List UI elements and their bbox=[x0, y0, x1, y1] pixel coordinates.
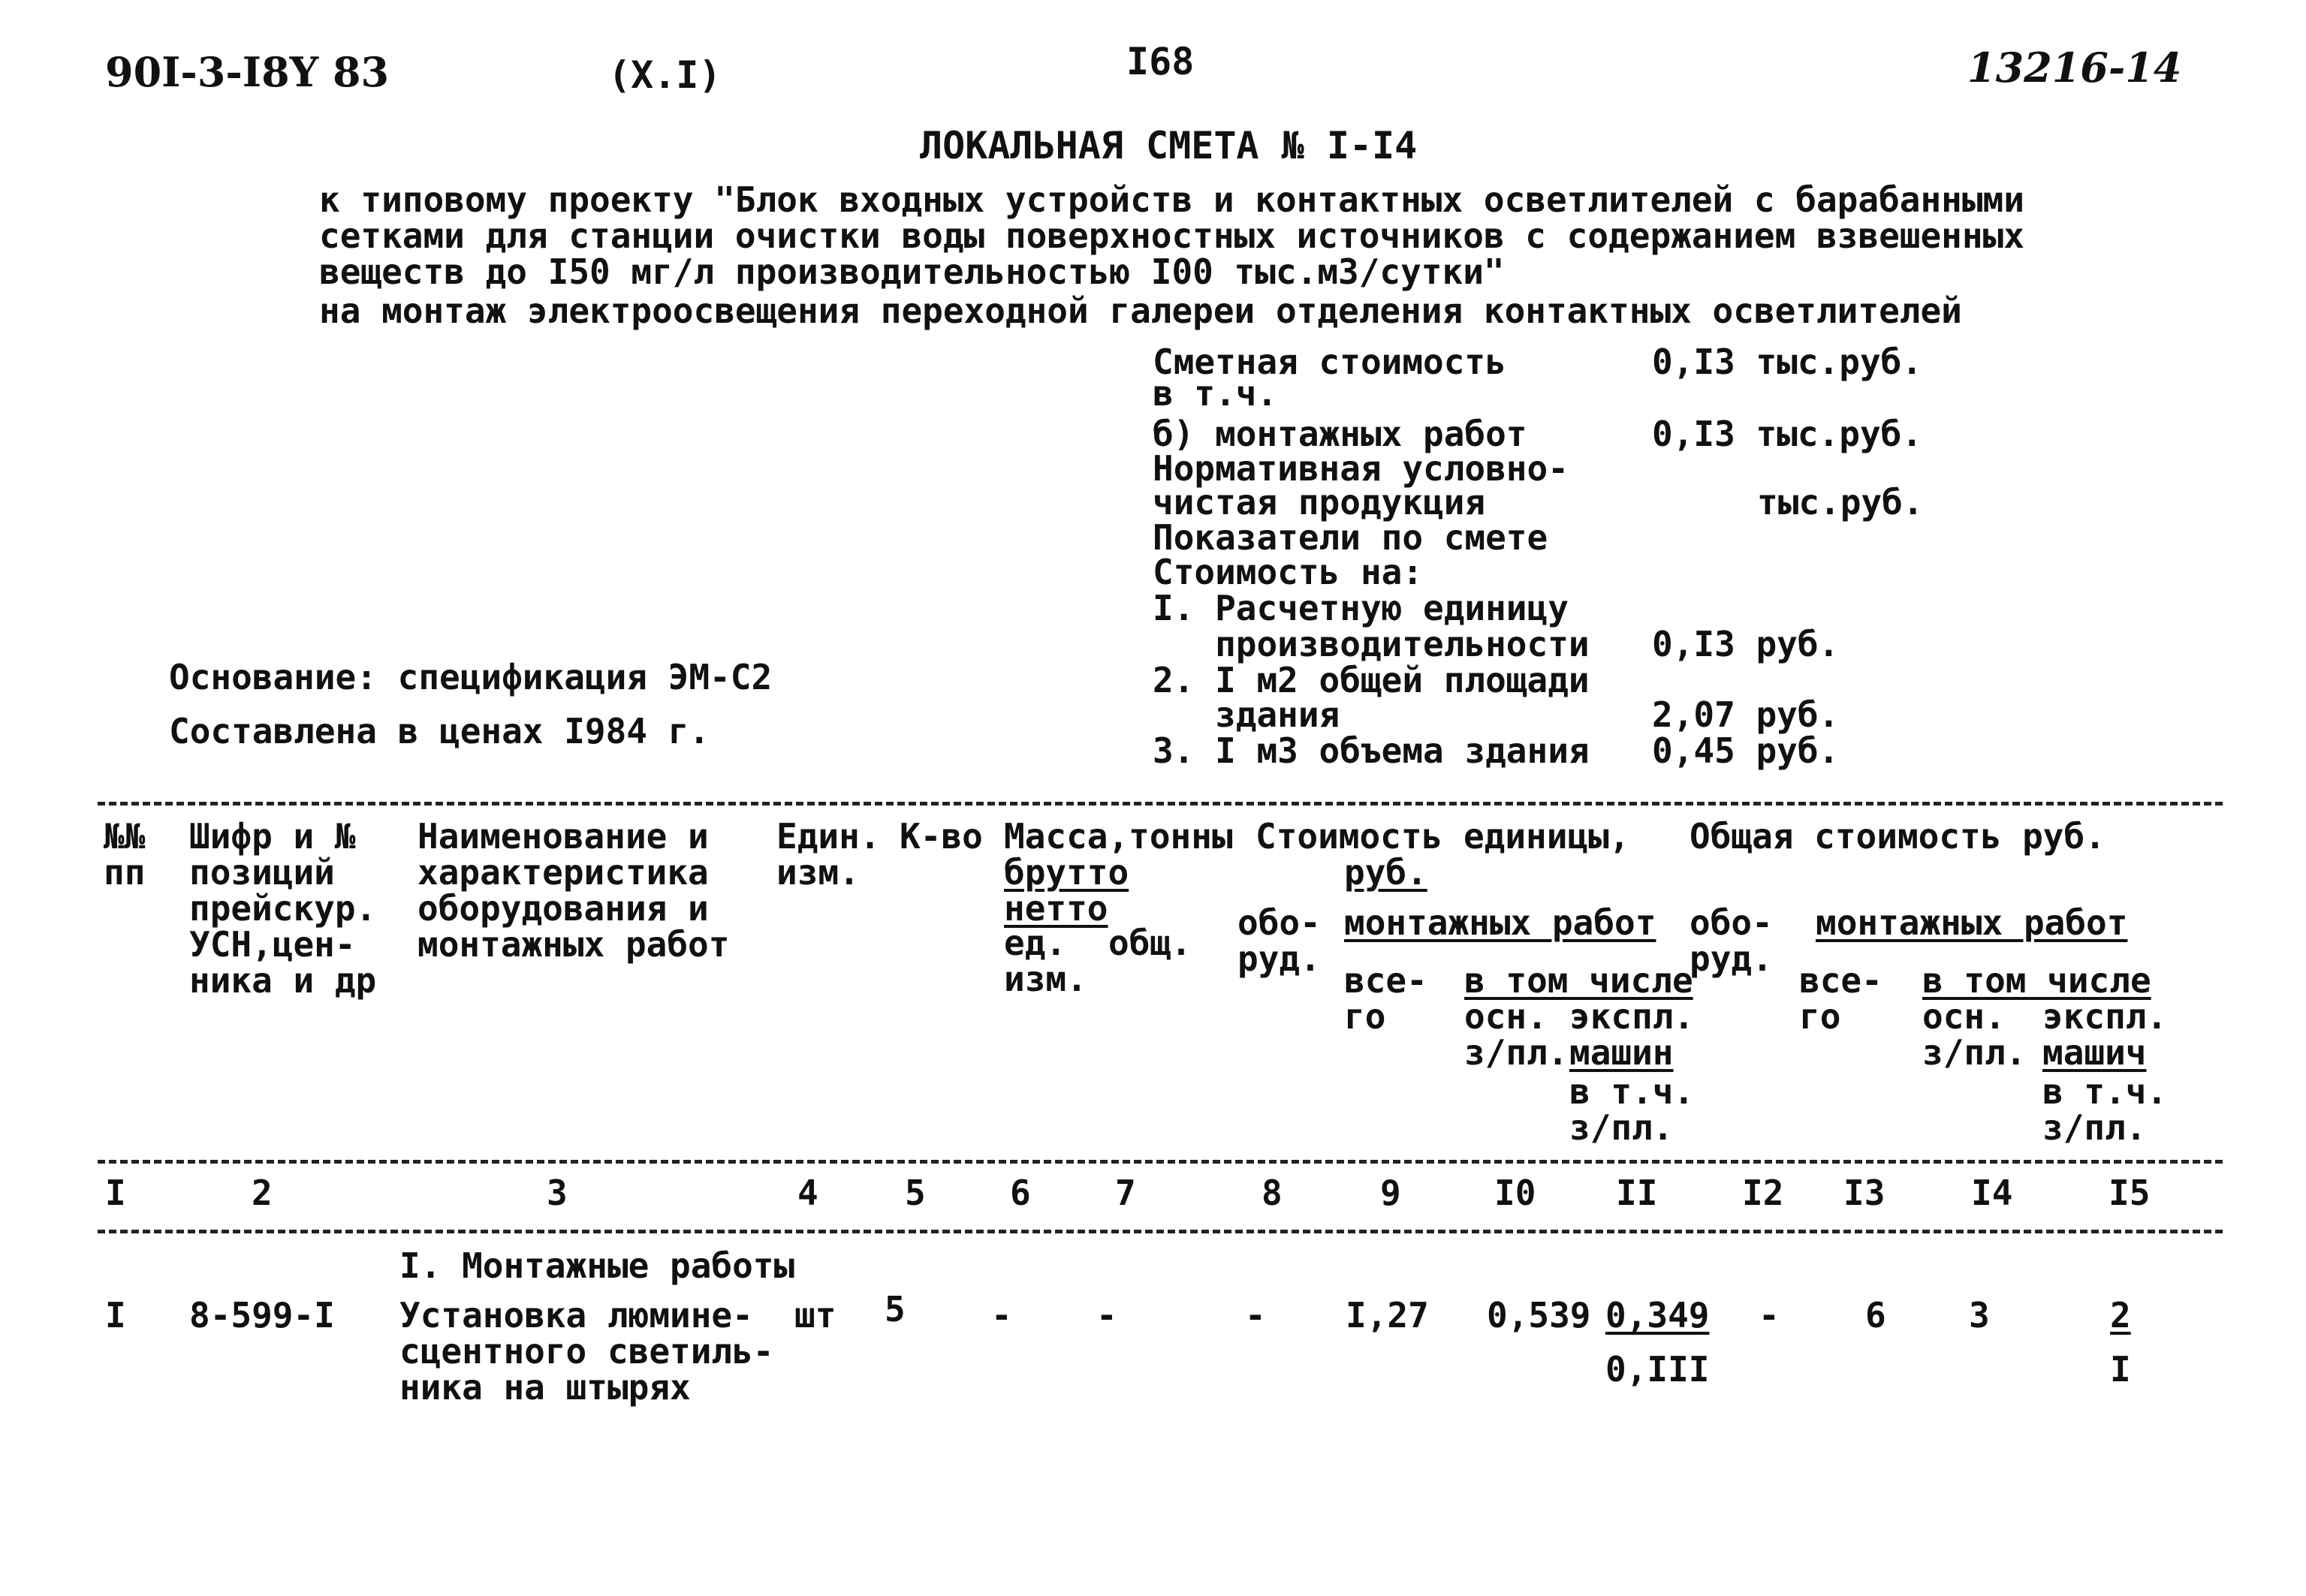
column-number: 2 bbox=[252, 1173, 273, 1213]
row-base-wage: 0,539 bbox=[1487, 1295, 1591, 1336]
row-machines-2: 2 bbox=[2110, 1295, 2131, 1336]
column-number: 9 bbox=[1380, 1173, 1401, 1213]
page-number: I68 bbox=[1126, 40, 1195, 83]
summary-line: 2. I м2 общей площади bbox=[1153, 660, 1590, 700]
table-rule-columns bbox=[98, 1230, 2223, 1233]
header-machines: машин bbox=[1569, 1032, 1674, 1073]
row-unit: шт bbox=[794, 1295, 836, 1336]
header-brutto: брутто bbox=[1004, 852, 1129, 893]
section-title: I. Монтажные работы bbox=[399, 1245, 795, 1286]
header-equipment-2: обо- руд. bbox=[1690, 902, 1773, 979]
header-incl-wage-2: в т.ч. з/пл. bbox=[2042, 1071, 2168, 1148]
column-number: I bbox=[105, 1173, 126, 1213]
row-equipment-2: - bbox=[1759, 1295, 1780, 1336]
summary-line: здания bbox=[1153, 694, 1340, 735]
summary-value: 2,07 руб. bbox=[1652, 694, 1840, 735]
subtitle-line-4: на монтаж электроосвещения переходной галереи отделения контактных осветлителей bbox=[319, 291, 1962, 331]
basis-text: Основание: спецификация ЭМ-С2 bbox=[169, 657, 773, 697]
column-number: I2 bbox=[1742, 1173, 1784, 1213]
column-number: 8 bbox=[1262, 1173, 1283, 1213]
column-number: II bbox=[1616, 1173, 1658, 1213]
table-rule-top bbox=[98, 802, 2223, 806]
header-unit: Един. изм. bbox=[776, 816, 881, 893]
header-name: Наименование и характеристика оборудования и монтажных работ bbox=[417, 816, 730, 965]
header-machines-2: машич bbox=[2042, 1032, 2147, 1073]
summary-line: Стоимость на: bbox=[1153, 552, 1424, 592]
header-machine-op-2: экспл. bbox=[2042, 996, 2168, 1037]
summary-line: I. Расчетную единицу bbox=[1153, 588, 1569, 628]
header-machine-op: экспл. bbox=[1569, 996, 1695, 1037]
row-code: 8-599-I bbox=[189, 1295, 335, 1336]
column-number: I5 bbox=[2109, 1173, 2151, 1213]
summary-line: Сметная стоимость bbox=[1153, 342, 1506, 382]
header-total-2: все- го bbox=[1799, 960, 1882, 1037]
column-number: I4 bbox=[1971, 1173, 2013, 1213]
row-number: I bbox=[105, 1295, 126, 1336]
row-machines: 0,349 bbox=[1605, 1295, 1710, 1336]
column-number: 4 bbox=[797, 1173, 818, 1213]
header-mass-unit: ед. изм. bbox=[1004, 923, 1087, 999]
header-quantity: К-во bbox=[900, 816, 983, 857]
header-mass-total: общ. bbox=[1108, 923, 1192, 963]
header-unit-cost: Стоимость единицы, bbox=[1255, 816, 1630, 857]
summary-line: Нормативная условно- bbox=[1153, 448, 1569, 489]
document-code: 90I-3-I8Y 83 bbox=[105, 48, 390, 96]
header-mass: Масса,тонны bbox=[1004, 816, 1233, 857]
header-base-wage-2: осн. з/пл. bbox=[1922, 996, 2027, 1073]
column-number: 6 bbox=[1010, 1173, 1031, 1213]
header-total: все- го bbox=[1344, 960, 1427, 1037]
column-number: 3 bbox=[547, 1173, 568, 1213]
header-unit-cost-rub: руб. bbox=[1344, 852, 1427, 893]
subtitle-line-2: сетками для станции очистки воды поверхностных источников с содержанием взвешенных bbox=[319, 215, 2024, 256]
row-machines-wage: 0,III bbox=[1605, 1349, 1710, 1390]
header-mounting-2: монтажных работ bbox=[1816, 902, 2128, 943]
summary-value: 0,I3 тыс.руб. bbox=[1652, 414, 1923, 454]
row-mass-unit: - bbox=[991, 1295, 1012, 1336]
column-number: I0 bbox=[1494, 1173, 1536, 1213]
summary-line: Показатели по смете bbox=[1153, 517, 1548, 558]
subtitle-line-1: к типовому проекту "Блок входных устройств и контактных осветлителей с барабанными bbox=[319, 179, 2024, 220]
header-mounting: монтажных работ bbox=[1344, 902, 1656, 943]
row-base-wage-2: 3 bbox=[1969, 1295, 1990, 1336]
header-netto: нетто bbox=[1004, 888, 1108, 929]
header-incl-wage: в т.ч. з/пл. bbox=[1569, 1071, 1695, 1148]
column-number: 7 bbox=[1115, 1173, 1136, 1213]
row-total: I,27 bbox=[1346, 1295, 1429, 1336]
price-level-text: Составлена в ценах I984 г. bbox=[169, 711, 710, 751]
header-general-cost: Общая стоимость руб. bbox=[1690, 816, 2106, 857]
summary-line: производительности bbox=[1153, 624, 1590, 664]
header-code: Шифр и № позиций прейскур. УСН,цен- ника и др bbox=[189, 816, 377, 1001]
summary-line: 3. I м3 объема здания bbox=[1153, 730, 1590, 771]
header-number: №№ пп bbox=[104, 816, 146, 893]
summary-line: в т.ч. bbox=[1153, 373, 1278, 414]
row-quantity: 5 bbox=[885, 1289, 906, 1329]
column-number: 5 bbox=[905, 1173, 926, 1213]
row-equipment: - bbox=[1245, 1295, 1266, 1336]
summary-value: тыс.руб. bbox=[1757, 482, 1924, 522]
summary-value: 0,I3 тыс.руб. bbox=[1652, 342, 1923, 382]
row-mass-total: - bbox=[1096, 1295, 1117, 1336]
section-code: (X.I) bbox=[608, 53, 722, 97]
summary-line: чистая продукция bbox=[1153, 482, 1486, 522]
header-incl: в том числе bbox=[1464, 960, 1693, 1001]
header-incl-2: в том числе bbox=[1922, 960, 2151, 1001]
header-base-wage: осн. з/пл. bbox=[1464, 996, 1569, 1073]
row-total-2: 6 bbox=[1865, 1295, 1886, 1336]
subtitle-line-3: веществ до I50 мг/л производительностью I00 тыс.м3/сутки" bbox=[319, 251, 1505, 292]
summary-line: б) монтажных работ bbox=[1153, 414, 1527, 454]
row-machines-wage-2: I bbox=[2110, 1349, 2131, 1390]
column-number: I3 bbox=[1843, 1173, 1885, 1213]
table-rule-header bbox=[98, 1160, 2223, 1164]
handwritten-number: 13216-14 bbox=[1967, 44, 2182, 92]
summary-value: 0,I3 руб. bbox=[1652, 624, 1840, 664]
header-equipment: обо- руд. bbox=[1237, 902, 1321, 979]
document-title: ЛОКАЛЬНАЯ СМЕТА № I-I4 bbox=[920, 124, 1418, 167]
row-name: Установка люмине- сцентного светиль- ника на штырях bbox=[399, 1295, 774, 1408]
summary-value: 0,45 руб. bbox=[1652, 730, 1840, 771]
